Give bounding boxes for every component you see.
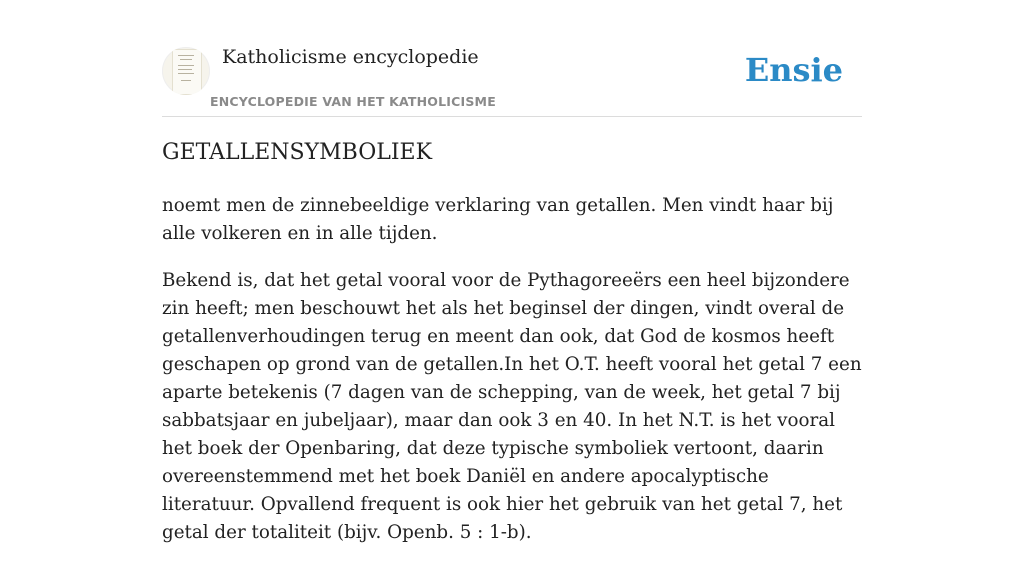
- entry-paragraph: noemt men de zinnebeeldige verklaring van getallen. Men vindt haar bij alle volkeren en in alle tijden.: [162, 195, 834, 244]
- page: [162, 0, 862, 543]
- site-header: [162, 0, 862, 117]
- site-title[interactable]: Katholicisme encyclopedie: [222, 46, 479, 68]
- entry-paragraph: Bekend is, dat het getal vooral voor de Pythagoreeërs een heel bijzondere zin heeft; men beschouwt het als het beginsel der dingen, vindt overal de getallenverhoudingen terug en meent dan ook, dat God de kosmos heeft geschapen op grond van de getallen.In het O.T. heeft vooral het getal 7 een aparte betekenis (7 dagen van de schepping, van de week, het getal 7 bij sabbatsjaar en jubeljaar), maar dan ook 3 en 40. In het N.T. is het vooral het boek der Openbaring, dat deze typische symboliek vertoont, daarin overeenstemmend met het boek Daniël en andere apocalyptische literatuur. Opvallend frequent is ook hier het gebruik van het getal 7, het getal der totaliteit (bijv. Openb. 5 : 1-b).: [162, 270, 862, 543]
- entry-body: [162, 192, 862, 566]
- entry-title: GETALLENSYMBOLIEK: [162, 140, 433, 165]
- book-cover-icon: [172, 49, 202, 95]
- ensie-logo-link[interactable]: Ensie: [744, 51, 843, 89]
- encyclopedia-avatar[interactable]: [162, 47, 210, 95]
- site-subtitle: ENCYCLOPEDIE VAN HET KATHOLICISME: [210, 94, 496, 109]
